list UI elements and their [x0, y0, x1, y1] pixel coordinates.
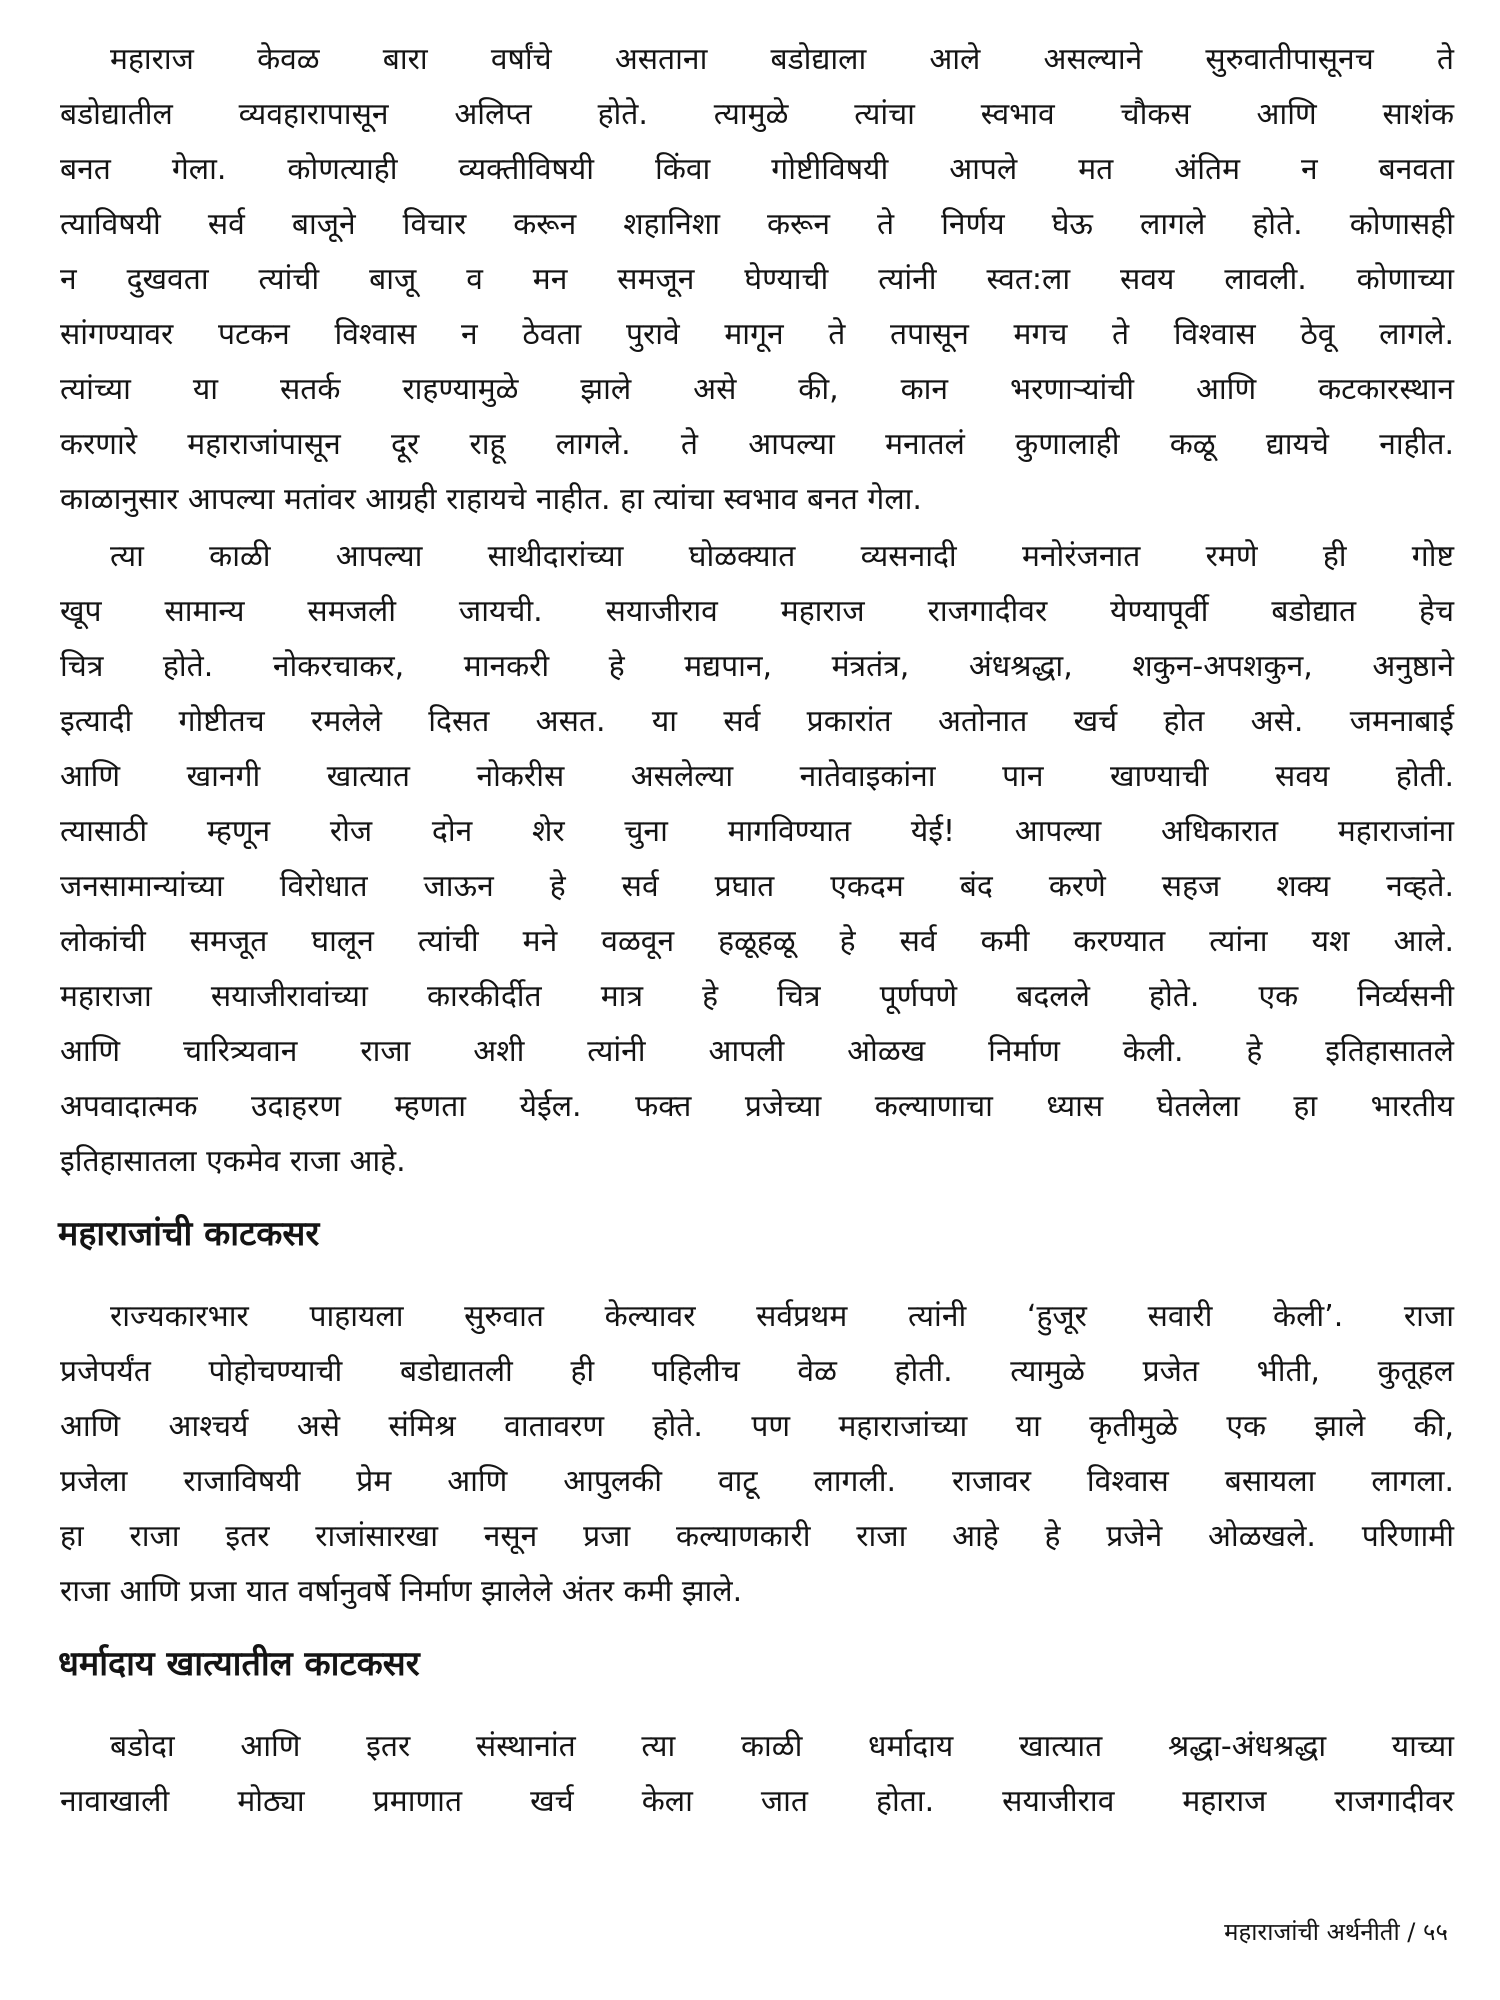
- text-line: त्यासाठी म्हणून रोज दोन शेर चुना मागविण्यात येई! आपल्या अधिकारात महाराजांना: [60, 814, 1454, 849]
- text-line: प्रजेला राजाविषयी प्रेम आणि आपुलकी वाटू लागली. राजावर विश्वास बसायला लागला.: [60, 1464, 1454, 1499]
- text-line: आणि चारित्र्यवान राजा अशी त्यांनी आपली ओळख निर्माण केली. हे इतिहासातले: [60, 1034, 1454, 1069]
- text-line: न दुखवता त्यांची बाजू व मन समजून घेण्याची त्यांनी स्वत:ला सवय लावली. कोणाच्या: [60, 262, 1454, 297]
- text-line: आणि खानगी खात्यात नोकरीस असलेल्या नातेवाइकांना पान खाण्याची सवय होती.: [60, 759, 1454, 794]
- text-line: महाराजा सयाजीरावांच्या कारकीर्दीत मात्र हे चित्र पूर्णपणे बदलले होते. एक निर्व्यसनी: [60, 979, 1454, 1014]
- text-line: जनसामान्यांच्या विरोधात जाऊन हे सर्व प्रघात एकदम बंद करणे सहज शक्य नव्हते.: [60, 869, 1454, 904]
- text-line: राज्यकारभार पाहायला सुरुवात केल्यावर सर्वप्रथम त्यांनी ‘हुजूर सवारी केली’. राजा: [110, 1299, 1454, 1334]
- text-line: प्रजेपर्यंत पोहोचण्याची बडोद्यातली ही पहिलीच वेळ होती. त्यामुळे प्रजेत भीती, कुतूहल: [60, 1354, 1454, 1389]
- text-line: लोकांची समजूत घालून त्यांची मने वळवून हळूहळू हे सर्व कमी करण्यात त्यांना यश आले.: [60, 924, 1454, 959]
- text-line: बडोदा आणि इतर संस्थानांत त्या काळी धर्मादाय खात्यात श्रद्धा-अंधश्रद्धा याच्या: [110, 1729, 1454, 1764]
- text-line: नावाखाली मोठ्या प्रमाणात खर्च केला जात होता. सयाजीराव महाराज राजगादीवर: [60, 1784, 1454, 1819]
- text-line: सांगण्यावर पटकन विश्वास न ठेवता पुरावे मागून ते तपासून मगच ते विश्वास ठेवू लागले.: [60, 317, 1454, 352]
- page-footer: महाराजांची अर्थनीती / ५५: [1224, 1918, 1448, 1946]
- text-line: इतिहासातला एकमेव राजा आहे.: [60, 1144, 406, 1179]
- text-line: महाराज केवळ बारा वर्षांचे असताना बडोद्याला आले असल्याने सुरुवातीपासूनच ते: [110, 42, 1454, 77]
- text-line: बडोद्यातील व्यवहारापासून अलिप्त होते. त्यामुळे त्यांचा स्वभाव चौकस आणि साशंक: [60, 97, 1454, 132]
- text-line: अपवादात्मक उदाहरण म्हणता येईल. फक्त प्रजेच्या कल्याणाचा ध्यास घेतलेला हा भारतीय: [60, 1089, 1454, 1124]
- section-heading: महाराजांची काटकसर: [58, 1214, 320, 1254]
- text-line: बनत गेला. कोणत्याही व्यक्तीविषयी किंवा गोष्टीविषयी आपले मत अंतिम न बनवता: [60, 152, 1454, 187]
- text-line: चित्र होते. नोकरचाकर, मानकरी हे मद्यपान, मंत्रतंत्र, अंधश्रद्धा, शकुन-अपशकुन, अनुष्ठाने: [60, 649, 1454, 684]
- text-line: करणारे महाराजांपासून दूर राहू लागले. ते आपल्या मनातलं कुणालाही कळू द्यायचे नाहीत.: [60, 427, 1454, 462]
- text-line: आणि आश्चर्य असे संमिश्र वातावरण होते. पण महाराजांच्या या कृतीमुळे एक झाले की,: [60, 1409, 1454, 1444]
- text-line: त्यांच्या या सतर्क राहण्यामुळे झाले असे की, कान भरणाऱ्यांची आणि कटकारस्थान: [60, 372, 1454, 407]
- text-line: राजा आणि प्रजा यात वर्षानुवर्षे निर्माण झालेले अंतर कमी झाले.: [60, 1574, 743, 1609]
- section-heading: धर्मादाय खात्यातील काटकसर: [58, 1644, 420, 1684]
- text-line: त्या काळी आपल्या साथीदारांच्या घोळक्यात व्यसनादी मनोरंजनात रमणे ही गोष्ट: [110, 539, 1454, 574]
- text-line: खूप सामान्य समजली जायची. सयाजीराव महाराज राजगादीवर येण्यापूर्वी बडोद्यात हेच: [60, 594, 1454, 629]
- text-line: हा राजा इतर राजांसारखा नसून प्रजा कल्याणकारी राजा आहे हे प्रजेने ओळखले. परिणामी: [60, 1519, 1454, 1554]
- text-line: इत्यादी गोष्टीतच रमलेले दिसत असत. या सर्व प्रकारांत अतोनात खर्च होत असे. जमनाबाई: [60, 704, 1454, 739]
- text-line: काळानुसार आपल्या मतांवर आग्रही राहायचे नाहीत. हा त्यांचा स्वभाव बनत गेला.: [60, 482, 922, 517]
- text-line: त्याविषयी सर्व बाजूने विचार करून शहानिशा करून ते निर्णय घेऊ लागले होते. कोणासही: [60, 207, 1454, 242]
